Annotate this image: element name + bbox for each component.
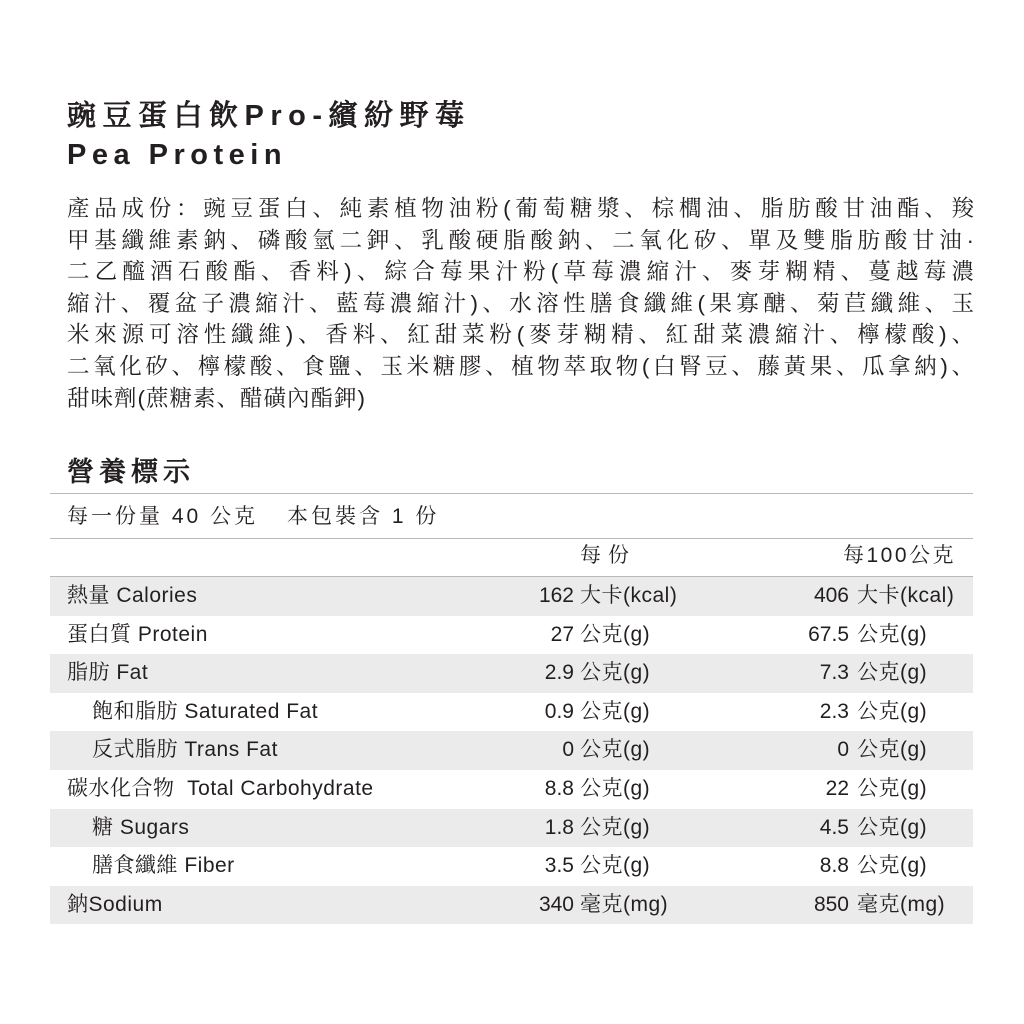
per-serving-amount: 8.8 [544, 776, 574, 800]
nutrient-name: 蛋白質 Protein [67, 622, 208, 646]
nutrient-name: 飽和脂肪 Saturated Fat [92, 699, 319, 723]
column-header-per-serving: 每份 [580, 544, 636, 567]
nutrient-name: 膳食纖維 Fiber [92, 854, 235, 878]
per-serving-unit: 毫克(mg) [580, 892, 669, 916]
per-100g-amount: 8.8 [819, 854, 849, 878]
per-serving-amount: 340 [538, 892, 574, 916]
nutrition-table [50, 577, 973, 924]
ingredients-line: 二乙醯酒石酸酯、香料)、綜合莓果汁粉(草莓濃縮汁、麥芽糊精、蔓越莓濃 [67, 259, 975, 285]
per-serving-amount: 27 [550, 622, 574, 646]
nutrition-row [50, 886, 973, 925]
nutrition-row [50, 616, 973, 655]
ingredients-line: 產品成份：豌豆蛋白、純素植物油粉(葡萄糖漿、棕櫚油、脂肪酸甘油酯、羧 [67, 196, 975, 221]
per-100g-amount: 7.3 [819, 661, 849, 685]
divider [50, 493, 973, 494]
per-100g-unit: 毫克(mg) [857, 892, 946, 916]
per-serving-amount: 1.8 [544, 815, 574, 839]
nutrition-heading: 營養標示 [67, 457, 195, 487]
nutrition-row [50, 654, 973, 693]
nutrition-row [50, 809, 973, 848]
per-100g-amount: 406 [813, 584, 849, 607]
per-serving-amount: 0.9 [544, 699, 574, 723]
per-100g-amount: 22 [825, 776, 849, 800]
per-serving-amount: 3.5 [544, 854, 574, 878]
per-100g-unit: 公克(g) [857, 854, 928, 878]
ingredients-line: 甜味劑(蔗糖素、醋磺內酯鉀) [67, 385, 366, 411]
divider [50, 538, 973, 539]
per-serving-unit: 大卡(kcal) [580, 584, 678, 607]
per-100g-unit: 公克(g) [857, 661, 928, 685]
per-100g-unit: 公克(g) [857, 815, 928, 839]
nutrient-name: 脂肪 Fat [67, 661, 149, 685]
per-100g-unit: 公克(g) [857, 776, 928, 800]
per-100g-amount: 0 [837, 738, 849, 762]
nutrient-name: 鈉Sodium [67, 892, 163, 916]
per-serving-unit: 公克(g) [580, 661, 651, 685]
per-100g-unit: 公克(g) [857, 622, 928, 646]
per-serving-amount: 0 [562, 738, 574, 762]
per-serving-unit: 公克(g) [580, 776, 651, 800]
per-serving-amount: 162 [538, 584, 574, 607]
nutrition-row [50, 770, 973, 809]
per-100g-amount: 2.3 [819, 699, 849, 723]
per-serving-unit: 公克(g) [580, 815, 651, 839]
nutrition-row [50, 577, 973, 616]
per-serving-unit: 公克(g) [580, 738, 651, 762]
nutrition-row [50, 731, 973, 770]
per-100g-amount: 4.5 [819, 815, 849, 839]
per-serving-amount: 2.9 [544, 661, 574, 685]
product-title: 豌豆蛋白飲Pro-繽紛野莓 [67, 100, 471, 132]
per-serving-unit: 公克(g) [580, 854, 651, 878]
nutrient-name: 糖 Sugars [92, 815, 190, 839]
product-title-english: Pea Protein [67, 139, 288, 171]
ingredients-line: 二氧化矽、檸檬酸、食鹽、玉米糖膠、植物萃取物(白腎豆、藤黃果、瓜拿納)、 [67, 353, 975, 379]
nutrient-name: 熱量 Calories [67, 584, 198, 607]
nutrient-name: 反式脂肪 Trans Fat [92, 738, 278, 762]
nutrition-row [50, 693, 973, 732]
per-100g-amount: 850 [813, 892, 849, 916]
nutrient-name: 碳水化合物 Total Carbohydrate [67, 776, 374, 800]
per-100g-unit: 大卡(kcal) [857, 584, 955, 607]
per-serving-unit: 公克(g) [580, 622, 651, 646]
servings-per-package: 本包裝含 1 份 [287, 505, 440, 528]
ingredients-line: 縮汁、覆盆子濃縮汁、藍莓濃縮汁)、水溶性膳食纖維(果寡醣、菊苣纖維、玉 [67, 290, 975, 316]
per-serving-unit: 公克(g) [580, 699, 651, 723]
ingredients-line: 甲基纖維素鈉、磷酸氫二鉀、乳酸硬脂酸鈉、二氧化矽、單及雙脂肪酸甘油· [67, 227, 975, 253]
per-100g-unit: 公克(g) [857, 699, 928, 723]
column-header-per-100g: 每100公克 [843, 544, 957, 567]
ingredients-line: 米來源可溶性纖維)、香料、紅甜菜粉(麥芽糊精、紅甜菜濃縮汁、檸檬酸)、 [67, 322, 975, 348]
per-100g-unit: 公克(g) [857, 738, 928, 762]
serving-size: 每一份量 40 公克 [67, 505, 259, 528]
ingredients-list [67, 193, 975, 414]
nutrition-row [50, 847, 973, 886]
per-100g-amount: 67.5 [808, 622, 849, 646]
